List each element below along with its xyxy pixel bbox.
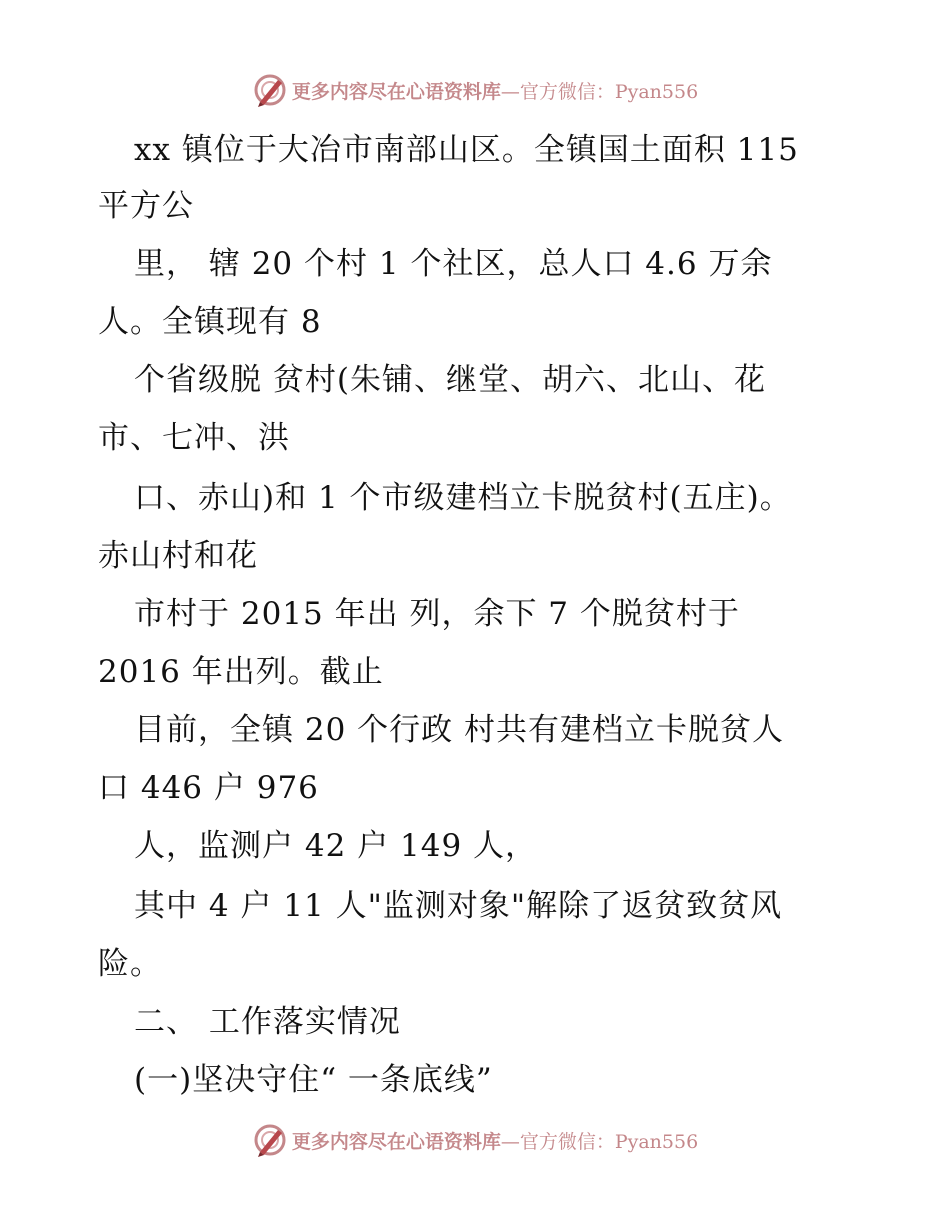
- pen-circle-logo-icon: [252, 1122, 288, 1158]
- watermark-dash: —: [500, 1130, 520, 1153]
- text-line: 赤山村和花: [98, 538, 258, 574]
- text-line: 人，监测户 42 户 149 人，: [134, 828, 538, 864]
- text-line: 市村于 2015 年出 列，余下 7 个脱贫村于: [134, 596, 740, 632]
- watermark-official-text: 官方微信：Pyan556: [519, 1130, 699, 1153]
- text-line: 里， 辖 20 个村 1 个社区，总人口 4.6 万余: [134, 246, 773, 282]
- text-line: xx 镇位于大冶市南部山区。全镇国土面积 115: [134, 132, 799, 168]
- text-line: 口、赤山)和 1 个市级建档立卡脱贫村(五庄)。: [134, 480, 792, 516]
- watermark-site-text: 更多内容尽在心语资料库: [291, 80, 501, 103]
- text-line: 险。: [98, 946, 162, 982]
- watermark-dash: —: [500, 80, 520, 103]
- text-line: 2016 年出列。截止: [98, 654, 384, 690]
- subsection-heading: (一)坚决守住“ 一条底线”: [134, 1062, 493, 1098]
- text-line: 目前，全镇 20 个行政 村共有建档立卡脱贫人: [134, 712, 785, 748]
- pen-circle-logo-icon: [252, 72, 288, 108]
- text-line: 市、七冲、洪: [98, 420, 290, 456]
- watermark-official-text: 官方微信：Pyan556: [519, 80, 699, 103]
- text-line: 个省级脱 贫村(朱铺、继堂、胡六、北山、花: [134, 362, 766, 398]
- watermark-footer: [0, 1120, 950, 1160]
- text-line: 其中 4 户 11 人"监测对象"解除了返贫致贫风: [134, 888, 783, 924]
- section-heading: 二、 工作落实情况: [134, 1004, 401, 1040]
- text-line: 平方公: [98, 188, 194, 224]
- watermark-site-text: 更多内容尽在心语资料库: [291, 1130, 501, 1153]
- watermark-header: [0, 70, 950, 110]
- text-line: 口 446 户 976: [98, 770, 319, 806]
- text-line: 人。全镇现有 8: [98, 304, 322, 340]
